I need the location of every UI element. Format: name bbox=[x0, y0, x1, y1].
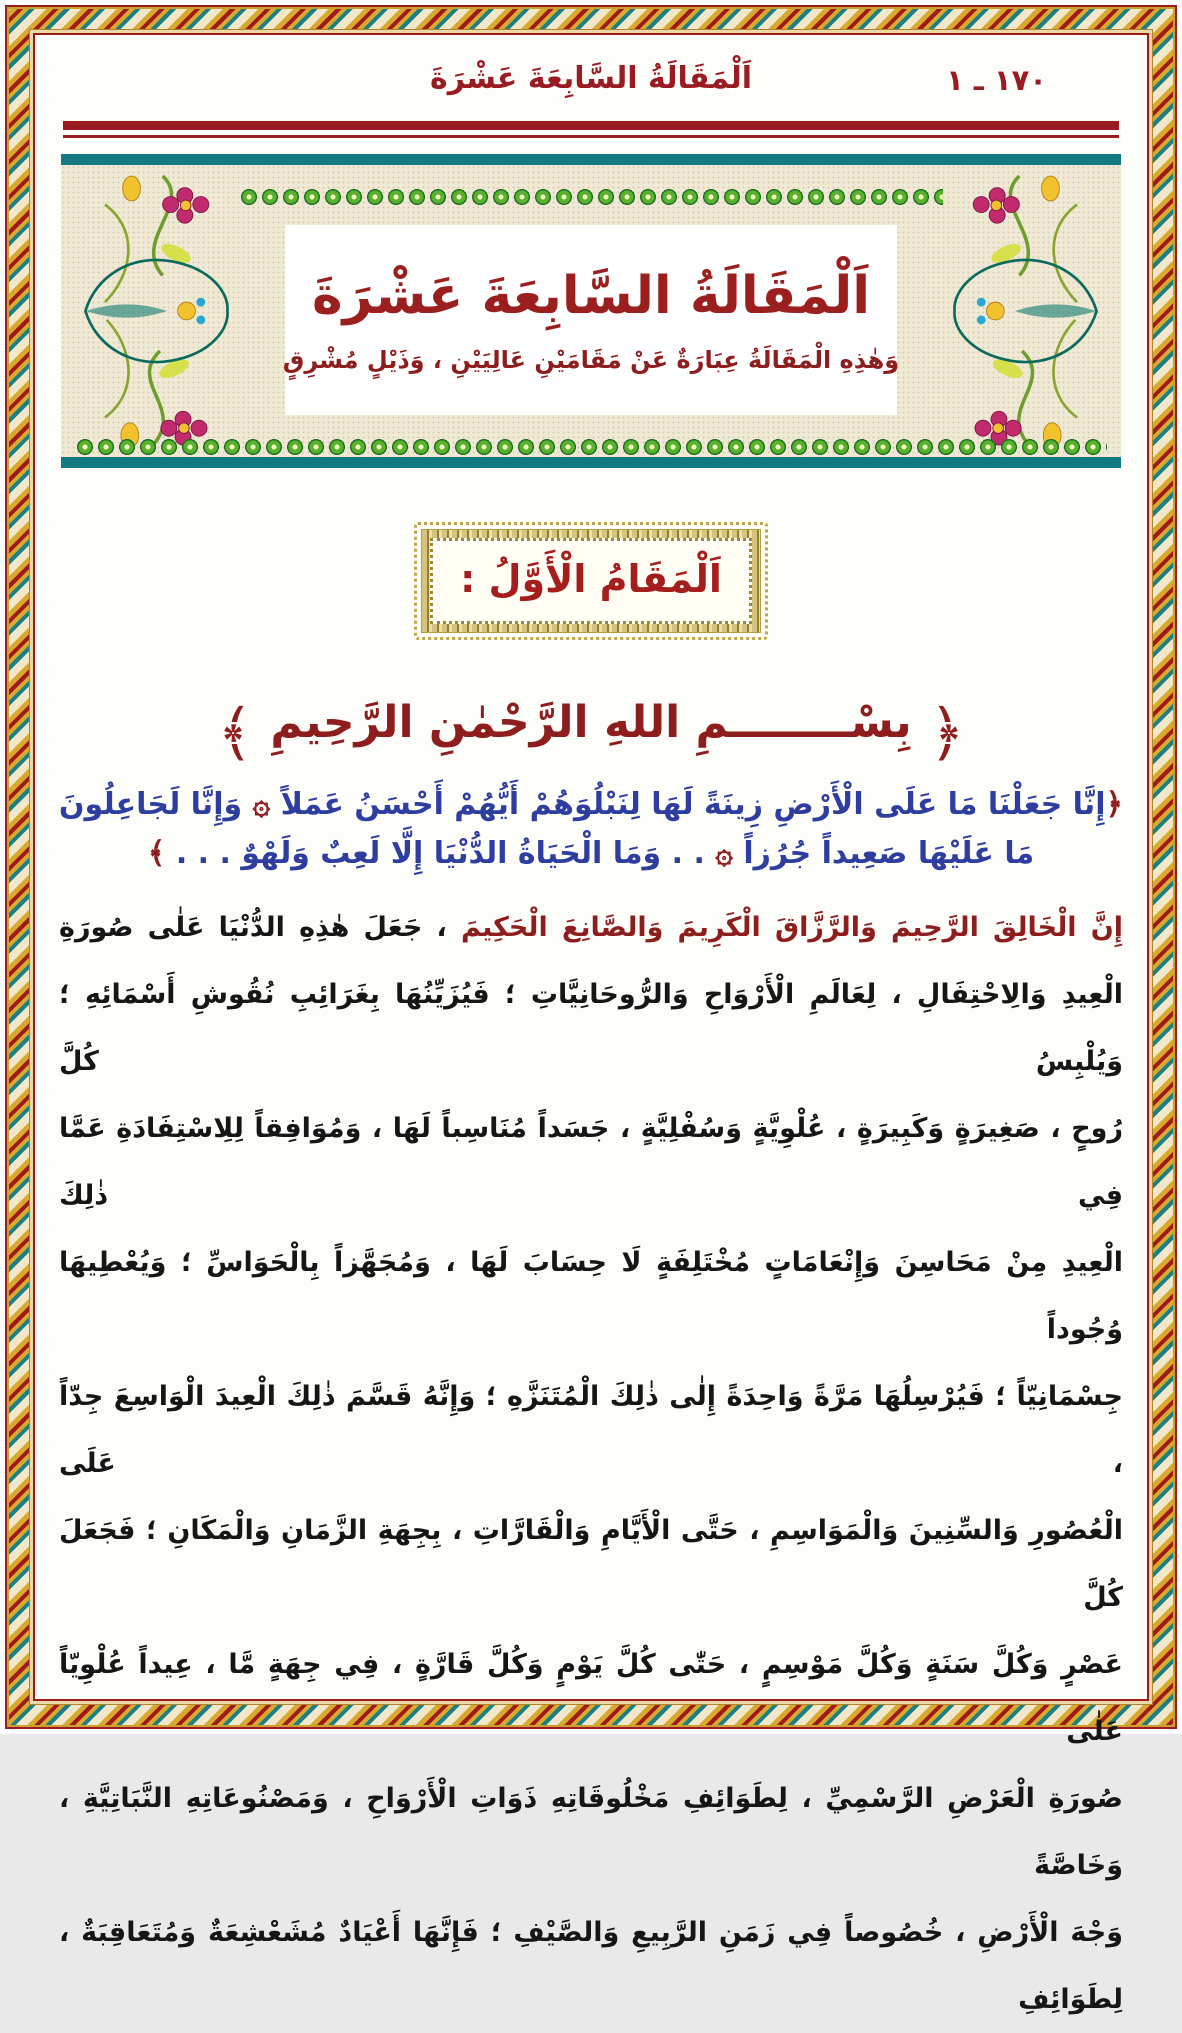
text-segment: وَجْهَ الْأَرْضِ ، خُصُوصاً فِي زَمَنِ الرَّبِيعِ وَالصَّيْفِ ؛ فَإِنَّهَا أَعْيَادٌ مُشَعْشِعَةٌ وَمُتَعَاقِبَةٌ ، لِطَوَائِفِ bbox=[59, 1917, 1123, 2016]
page-header bbox=[57, 61, 1125, 107]
text-segment: إِنَّ الْخَالِقَ الرَّحِيمَ وَالرَّزَّاقَ الْكَرِيمَ وَالصَّانِعَ الْحَكِيمَ bbox=[460, 912, 1123, 944]
body-line bbox=[59, 1229, 1123, 1363]
body-line bbox=[59, 894, 1123, 961]
running-title: اَلْمَقَالَةُ السَّابِعَةَ عَشْرَةَ bbox=[430, 61, 752, 96]
floral-ornament-icon bbox=[69, 169, 274, 453]
basmala-calligraphy bbox=[57, 696, 1125, 769]
banner-panel bbox=[282, 225, 900, 415]
frame-woven-band bbox=[421, 529, 761, 633]
body-text bbox=[59, 894, 1123, 2033]
text-segment: عَصْرٍ وَكُلَّ سَنَةٍ وَكُلَّ مَوْسِمٍ ، حَتّٰى كُلَّ يَوْمٍ وَكُلَّ قَارَّةٍ ، فِي جِهَةٍ مَّا ، عِيداً عُلْوِيّاً عَلٰى bbox=[59, 1649, 1123, 1748]
frame-inner-dotted-border bbox=[430, 538, 752, 624]
text-segment: صُورَةِ الْعَرْضِ الرَّسْمِيِّ ، لِطَوَائِفِ مَخْلُوقَاتِهِ ذَوَاتِ الْأَرْوَاحِ ، وَمَصْنُوعَاتِهِ النَّبَاتِيَّةِ ، وَخَاصَّةً bbox=[59, 1783, 1123, 1882]
page-content bbox=[33, 33, 1149, 2016]
floral-ornament-icon bbox=[908, 169, 1113, 453]
text-segment: مَا عَلَيْهَا صَعِيداً جُرُزاً bbox=[732, 835, 1035, 871]
verse-line bbox=[57, 830, 1125, 879]
title-banner bbox=[61, 154, 1121, 468]
body-line bbox=[59, 1363, 1123, 1497]
text-segment: جِسْمَانِيّاً ؛ فَيُرْسِلُهَا مَرَّةً وَاحِدَةً إِلٰى ذٰلِكَ الْمُتَنَزَّهِ ؛ وَإِنَّهُ قَسَّمَ ذٰلِكَ الْعِيدَ الْوَاسِعَ جِدّاً ، عَلَى bbox=[59, 1381, 1123, 1480]
section-heading: اَلْمَقَامُ الْأَوَّلُ : bbox=[460, 557, 722, 601]
quran-verse bbox=[57, 781, 1125, 878]
text-segment: . . وَمَا الْحَيَاةُ الدُّنْيَا إِلَّا لَعِبٌ وَلَهْوٌ . . . bbox=[165, 835, 716, 871]
basmala-text: بِسْــــــــمِ اللهِ الرَّحْمٰنِ الرَّحِيمِ bbox=[270, 697, 912, 748]
text-segment: الْعِيدِ وَالِاحْتِفَالِ ، لِعَالَمِ الْأَرْوَاحِ وَالرُّوحَانِيَّاتِ ؛ فَيُزَيِّنُهَا بِغَرَائِبِ نُقُوشِ أَسْمَائِهِ ؛ وَيُلْبِسُ كُلَّ bbox=[59, 979, 1123, 1078]
text-segment: ، جَعَلَ هٰذِهِ الدُّنْيَا عَلٰى صُورَةِ bbox=[59, 912, 461, 944]
body-line bbox=[59, 1631, 1123, 1765]
text-segment: إِنَّا جَعَلْنَا مَا عَلَى الْأَرْضِ زِينَةً لَهَا لِنَبْلُوَهُمْ أَيُّهُمْ أَحْسَنُ عَمَلاً bbox=[270, 787, 1106, 822]
section-heading-frame bbox=[414, 522, 768, 640]
frame-outer-dotted-border bbox=[414, 522, 768, 640]
body-line bbox=[59, 1899, 1123, 2033]
text-segment: وَإِنَّا لَجَاعِلُونَ bbox=[58, 787, 253, 822]
body-line bbox=[59, 1497, 1123, 1631]
ornament-chain-icon bbox=[75, 437, 1107, 457]
body-line bbox=[59, 1765, 1123, 1899]
ornate-bracket-open-icon: ﴿ bbox=[928, 696, 966, 769]
ornament-chain-icon bbox=[239, 187, 943, 207]
text-segment: الْعُصُورِ وَالسِّنِينَ وَالْمَوَاسِمِ ، حَتَّى الْأَيَّامِ وَالْقَارَّاتِ ، بِجِهَةِ الزَّمَانِ وَالْمَكَانِ ؛ فَجَعَلَ كُلَّ bbox=[59, 1515, 1123, 1614]
verse-line bbox=[57, 781, 1125, 830]
header-rule-thick bbox=[63, 121, 1119, 130]
body-line bbox=[59, 961, 1123, 1095]
text-segment: ﴾ bbox=[147, 835, 166, 871]
text-segment: ۞ bbox=[715, 835, 733, 871]
text-segment: رُوحٍ ، صَغِيرَةٍ وَكَبِيرَةٍ ، عُلْوِيَّةٍ وَسُفْلِيَّةٍ ، جَسَداً مُنَاسِباً لَهَا ، وَمُوَافِقاً لِلِاسْتِفَادَةِ عَمَّا فِي ذٰلِكَ bbox=[59, 1113, 1123, 1212]
page-number: ١٧٠ ـ ١ bbox=[946, 63, 1047, 97]
text-segment: ﴿ bbox=[1105, 787, 1124, 822]
text-segment: ۞ bbox=[252, 787, 271, 822]
banner-subtitle: وَهٰذِهِ الْمَقَالَةُ عِبَارَةٌ عَنْ مَقَامَيْنِ عَالِيَيْنِ ، وَذَيْلٍ مُشْرِقٍ bbox=[282, 346, 900, 374]
header-rule-thin bbox=[63, 135, 1119, 138]
ornate-bracket-close-icon: ﴾ bbox=[216, 696, 254, 769]
banner-title: اَلْمَقَالَةُ السَّابِعَةَ عَشْرَةَ bbox=[311, 266, 871, 326]
body-line bbox=[59, 1095, 1123, 1229]
text-segment: الْعِيدِ مِنْ مَحَاسِنَ وَإِنْعَامَاتٍ مُخْتَلِفَةٍ لَا حِسَابَ لَهَا ، وَمُجَهَّزاً بِالْحَوَاسِّ ؛ وَيُعْطِيهَا وُجُوداً bbox=[59, 1247, 1123, 1346]
